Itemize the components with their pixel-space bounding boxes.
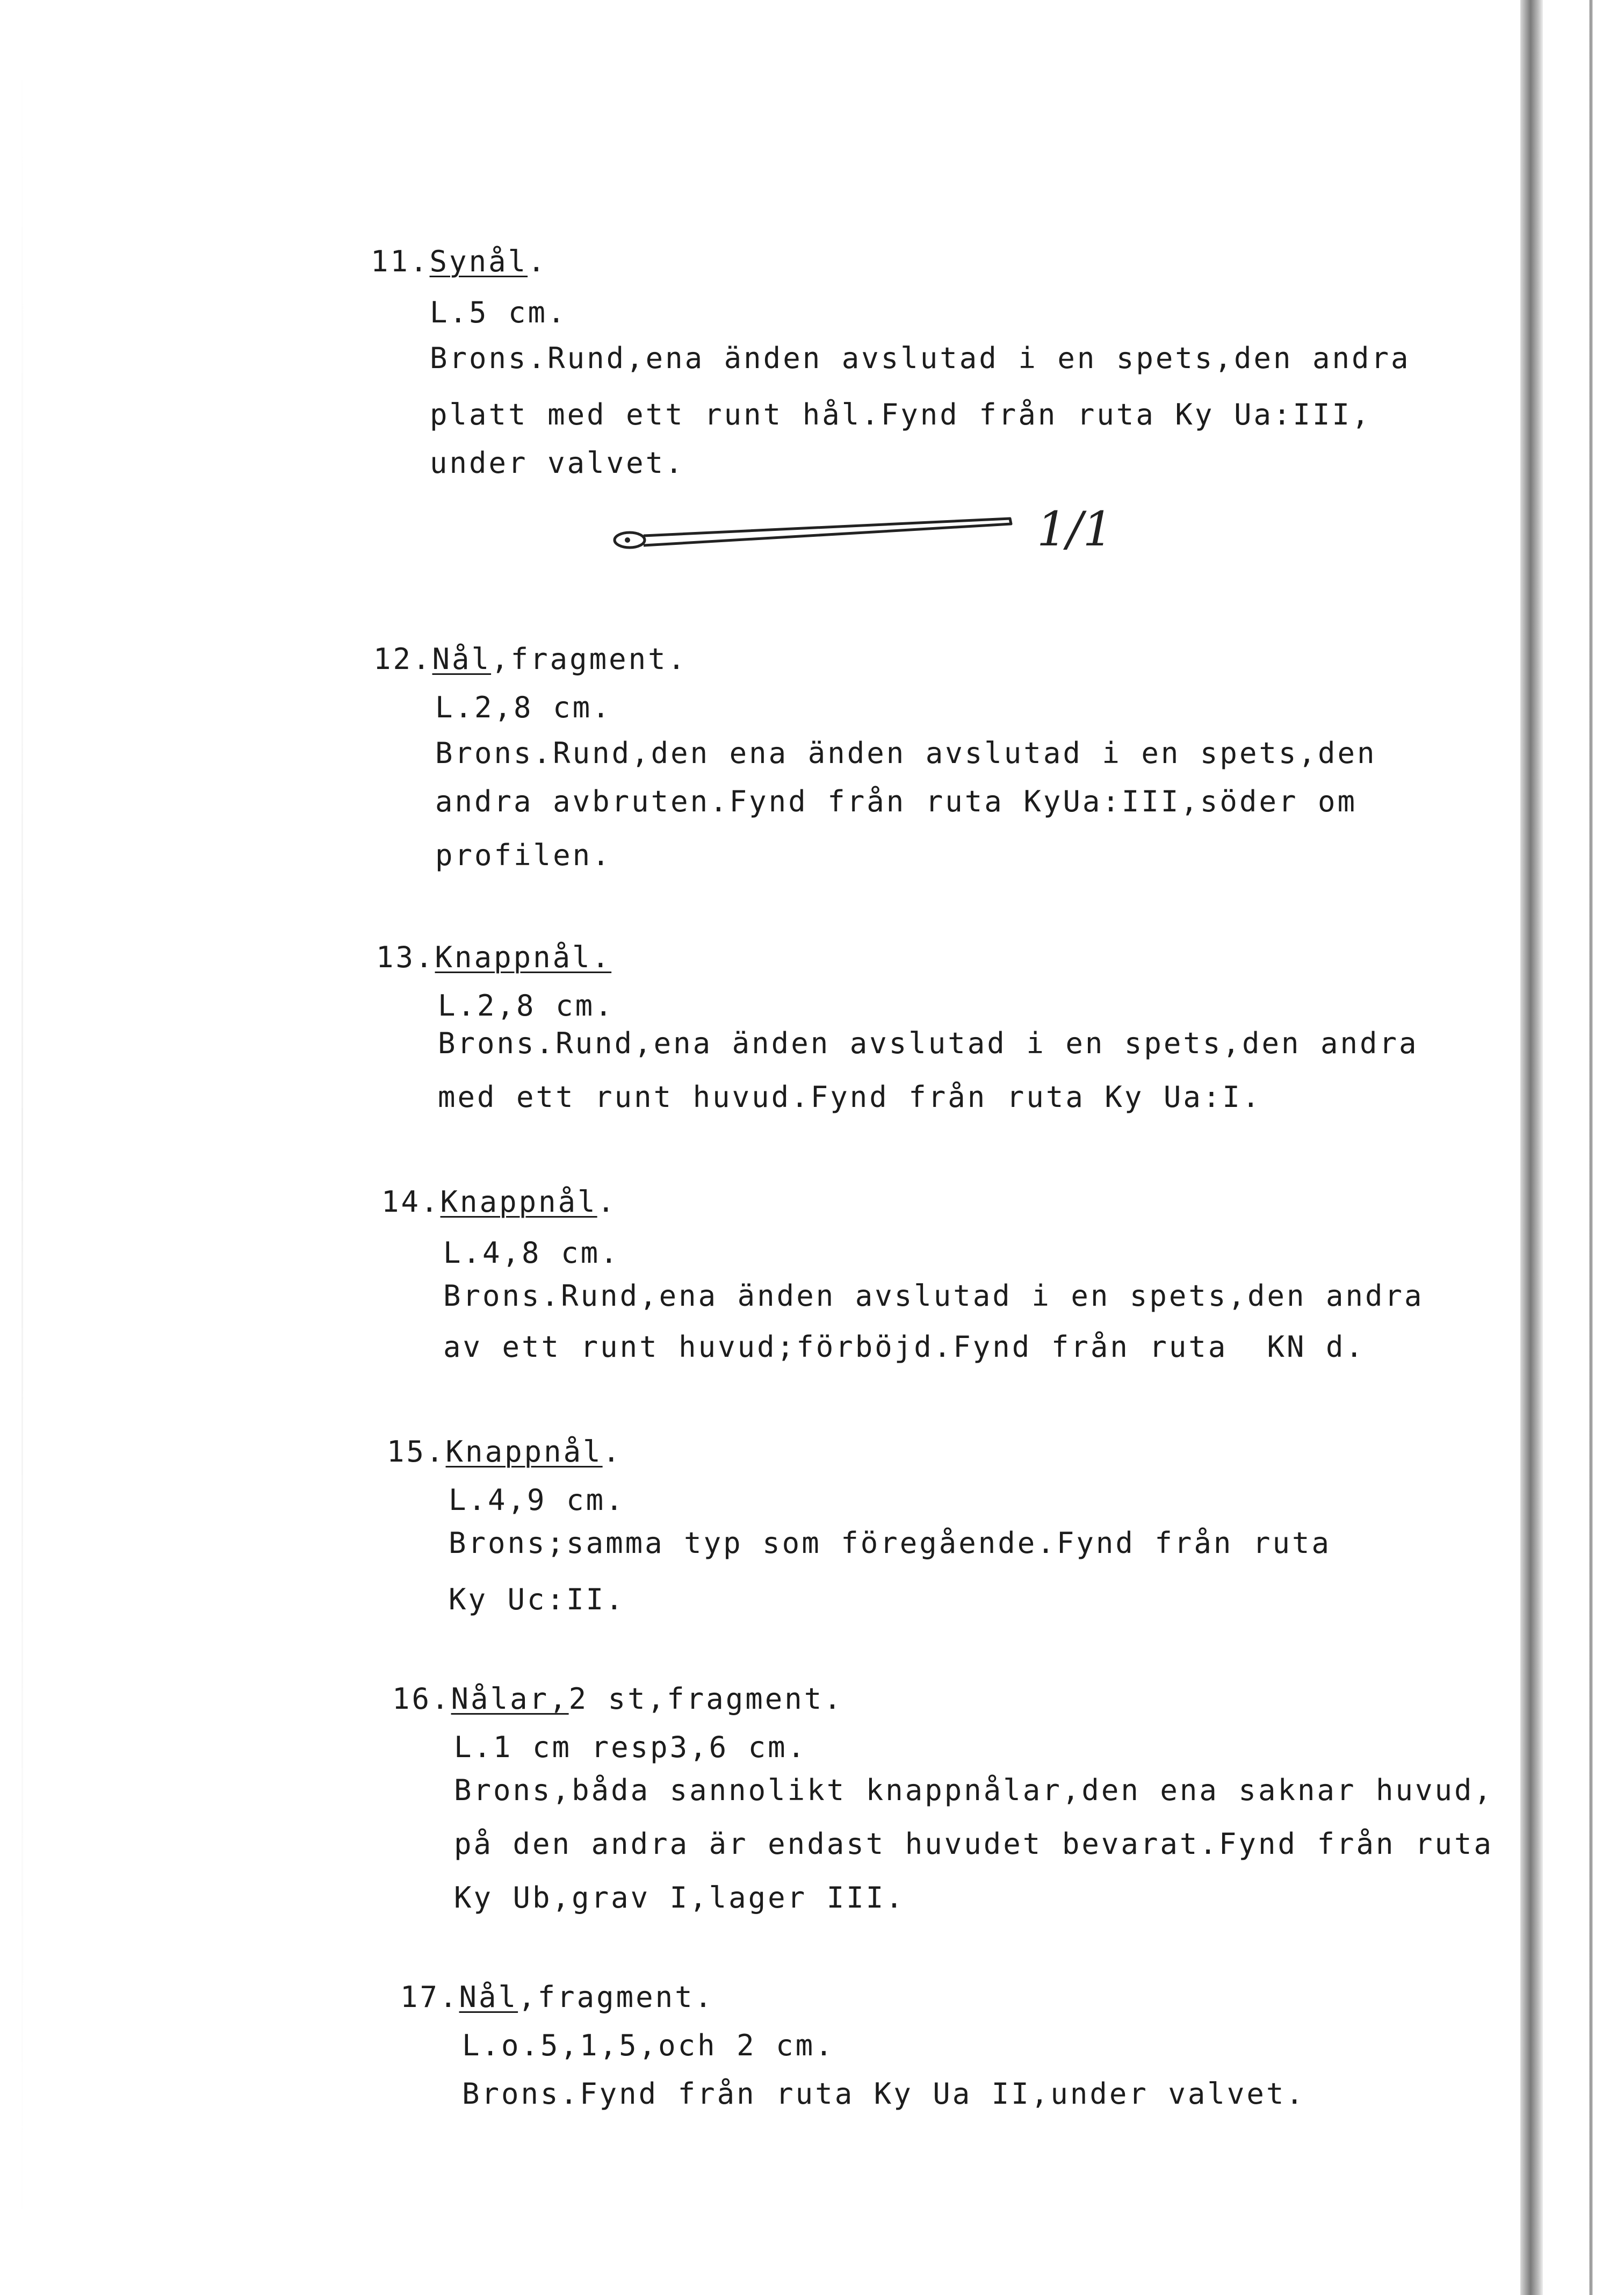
entry-number: 11. [371, 244, 430, 278]
entry-description-line: Brons.Rund,den ena änden avslutad i en spets,den [435, 736, 1377, 770]
entry-title-suffix: . [602, 1435, 623, 1469]
entry-title: Nålar, [451, 1682, 569, 1716]
entry-description-line: Ky Uc:II. [449, 1582, 625, 1616]
entry-length: L.1 cm resp3,6 cm. [454, 1730, 807, 1764]
entry-number: 16. [392, 1682, 451, 1716]
entry-title: Knappnål [440, 1185, 597, 1219]
entry-title-suffix: 2 st,fragment. [568, 1682, 843, 1716]
entry-heading [387, 1435, 622, 1469]
scale-label: 1/1 [1037, 501, 1113, 557]
entry-description-line: av ett runt huvud;förböjd.Fynd från ruta KN d. [443, 1330, 1366, 1364]
entry-description-line: profilen. [435, 838, 612, 872]
entry-length: L.2,8 cm. [438, 989, 615, 1023]
entry-description-line: Brons.Fynd från ruta Ky Ua II,under valvet. [462, 2077, 1305, 2111]
page-edge-shadow [1520, 0, 1543, 2295]
entry-heading [381, 1185, 617, 1219]
entry-title: Synål [429, 244, 528, 278]
entry-length: L.4,8 cm. [443, 1236, 620, 1270]
needle-sketch [607, 497, 1091, 578]
entry-number: 15. [387, 1435, 446, 1469]
entry-title: Nål [459, 1980, 518, 2014]
entry-number: 13. [376, 940, 435, 974]
entry-description-line: under valvet. [430, 446, 685, 480]
entry-length: L.4,9 cm. [449, 1483, 625, 1517]
entry-description-line: andra avbruten.Fynd från ruta KyUa:III,söder om [435, 785, 1358, 818]
page-edge-line [1589, 0, 1593, 2295]
entry-title: Knappnål [445, 1435, 603, 1469]
entry-description-line: Brons.Rund,ena änden avslutad i en spets,den andra [438, 1026, 1419, 1060]
entry-description-line: Ky Ub,grav I,lager III. [454, 1881, 905, 1915]
entry-description-line: platt med ett runt hål.Fynd från ruta Ky Ua:III, [430, 398, 1372, 431]
entry-description-line: med ett runt huvud.Fynd från ruta Ky Ua:I. [438, 1080, 1262, 1114]
entry-description-line: Brons,båda sannolikt knappnålar,den ena saknar huvud, [454, 1773, 1494, 1807]
entry-description-line: Brons.Rund,ena änden avslutad i en spets,den andra [443, 1279, 1424, 1313]
entry-title-suffix: ,fragment. [518, 1980, 714, 2014]
entry-title-suffix: . [597, 1185, 617, 1219]
entry-length: L.5 cm. [430, 296, 567, 329]
entry-length: L.2,8 cm. [435, 690, 612, 724]
entry-heading [400, 1980, 714, 2015]
entry-title: Knappnål. [435, 940, 612, 974]
entry-title-suffix: ,fragment. [491, 642, 688, 676]
entry-heading [373, 642, 687, 677]
entry-title-suffix: . [528, 244, 547, 278]
entry-description-line: Brons.Rund,ena änden avslutad i en spets,den andra [430, 341, 1411, 375]
entry-heading [376, 940, 611, 975]
entry-length: L.o.5,1,5,och 2 cm. [462, 2028, 835, 2062]
entry-title: Nål [432, 642, 492, 676]
entry-description-line: Brons;samma typ som föregående.Fynd från ruta [449, 1526, 1331, 1560]
entry-number: 12. [373, 642, 432, 676]
scan-margin-mark [21, 43, 23, 2246]
entry-number: 17. [400, 1980, 459, 2014]
entry-heading [371, 244, 547, 279]
entry-heading [392, 1682, 843, 1716]
entry-description-line: på den andra är endast huvudet bevarat.Fynd från ruta [454, 1827, 1494, 1861]
entry-number: 14. [381, 1185, 441, 1219]
